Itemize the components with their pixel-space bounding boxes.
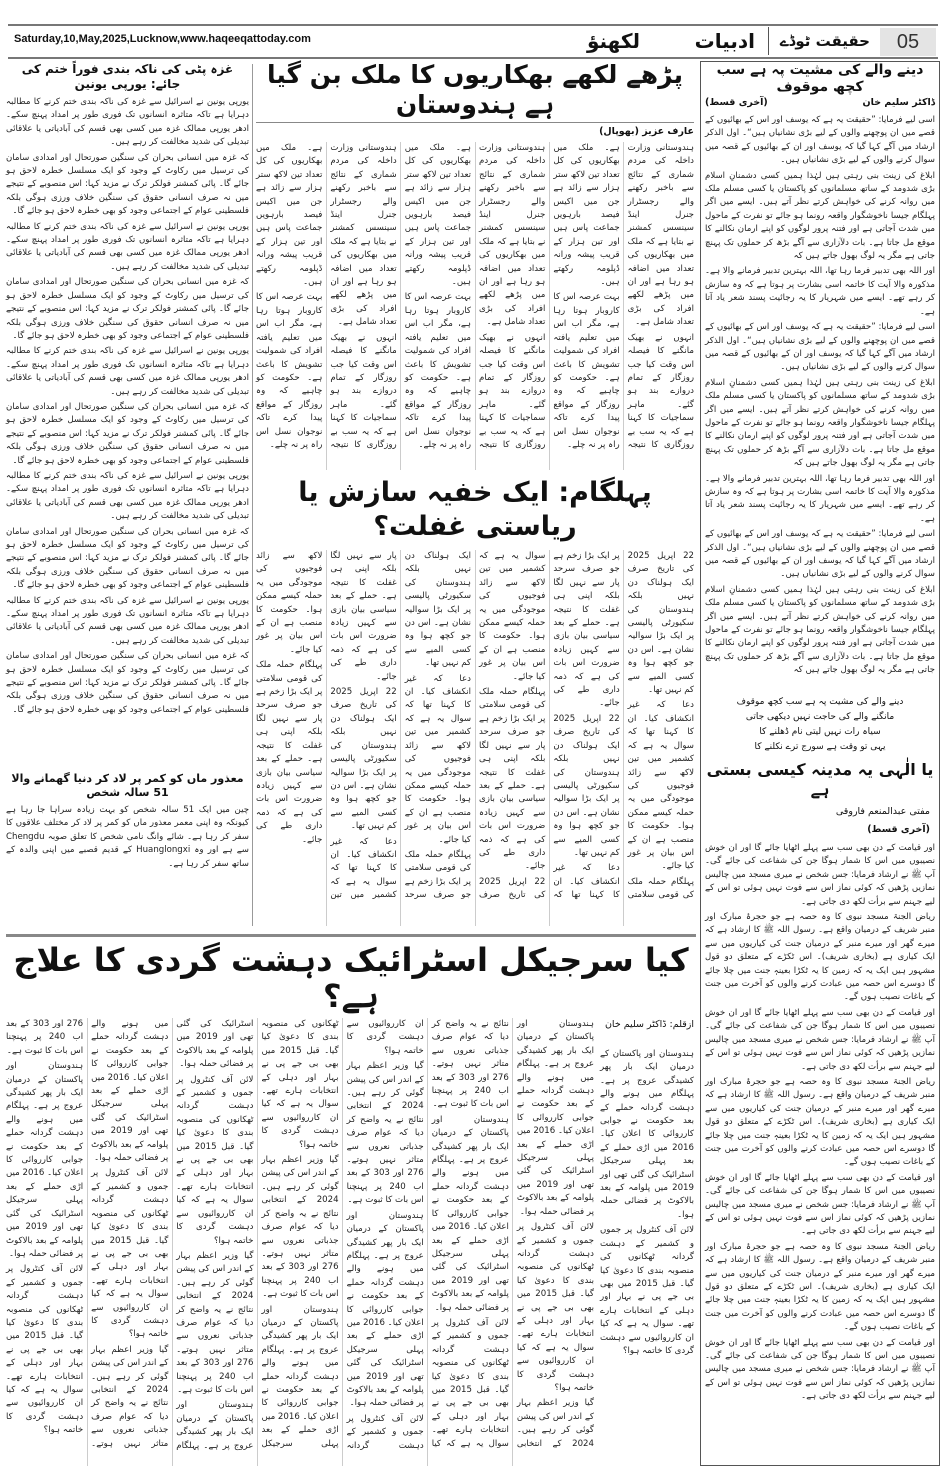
paragraph: اور اللہ بھی تدبیر فرما رہا تھا، اللہ بہترین تدبیر فرمانے والا ہے۔ مذکورہ والا آیت کا خاتمہ اسی بشارت پر ہوتا ہے کہ وہ سازش کر رہے تھے۔ ایسے میں شہریار کا یہ رجائیت پسند شعر یاد آتا ہے۔ [705,473,935,524]
bottom-story-headline: کیا سرجیکل اسٹرائیک دہشت گردی کا علاج ہے؟ [13,941,689,1015]
right-article-body-2 [705,842,935,1462]
paragraph: گیا وزیر اعظم بہار کے اندر اس کی پیشن گوئی کر رہے ہیں۔ 2024 کے انتخابی نتائج نے یہ واضح کر دیا کہ عوام صرف جذباتی نعروں سے متاثر نہیں ہوتے۔ 276 اور 303 کے بعد اب 240 پر پہنچنا اس بات کا ثبوت ہے۔ [431,1019,594,1449]
bottom-story-body [6,1018,594,1466]
paragraph: کہ غزہ میں انسانی بحران کی سنگین صورتحال اور امدادی سامان کی ترسیل میں رکاوٹ کے وجود کو ایک مسلسل خطرہ لاحق ہو جائے گا۔ پائی کمشنر فولکر ترک نے مزید کہا: اس منصوبے کے نتیجے میں نہ صرف انسانی حقوق کی سنگین خلاف ورزی ہوگی بلکہ فلسطینی عوام کے اجتماعی وجود کو بھی خطرہ لاحق ہو جائے گا۔ [6,152,249,217]
top-story-author: عارف عزیز (بھوپال) [599,126,694,137]
section-rule [6,934,696,937]
rule [256,122,694,123]
paragraph: 22 اپریل 2025 کی تاریخ صرف ایک ہولناک دن نہیں بلکہ ہندوستان کی سکیورٹی پالیسی پر ایک بڑا سوالیہ نشان ہے۔ اس دن جو کچھ ہوا وہ کسی المیے سے کم نہیں تھا۔ [404,551,546,901]
column-divider [252,64,253,926]
paragraph: اسی لیے فرمایا: ”حقیقت یہ ہے کہ یوسف اور اس کے بھائیوں کے قصے میں ان پوچھنے والوں کے لیے بڑی نشانیاں ہیں“۔ اول الذکر ارشاد میں آگے کہا گیا کہ یوسف اور ان کے بھائیوں کے قصہ میں سوال کرنے والوں کے لیے بڑی نشانیاں ہیں۔ [705,529,935,580]
paragraph: ہندوستان اور پاکستان کے درمیان ایک بار پھر کشیدگی عروج پر ہے۔ پہلگام میں ہونے والے دہشت گردانہ حملے کے بعد حکومت نے جوابی کارروائی کا اعلان کیا۔ 2016 میں اڑی حملے کے بعد پہلی سرجیکل اسٹرائیک کی گئی تھی اور 2019 میں پلوامہ کے بعد بالاکوٹ پر فضائی حملہ ہوا۔ [346,1210,424,1409]
paragraph: پہلگام حملہ ملک کی قومی سلامتی پر ایک بڑا زخم ہے جو صرف سرحد پار سے نہیں لگا بلکہ اپنی ہی غفلت کا نتیجہ ہے۔ حملے کے بعد سیاسی بیان بازی سے کہیں زیادہ ضرورت اس بات کی ہے کہ ذمہ داری طے کی جائے۔ [256,660,323,845]
paragraph: ہندوستانی وزارت داخلہ کی مردم شماری کے نتائج سے باخبر رکھنے والے رجسٹرار جنرل اینڈ سینسس کمشنر نے بتایا ہے کہ ملک میں بھکاریوں کی تعداد میں اضافہ ہو رہا ہے اور ان میں پڑھے لکھے افراد کی بڑی تعداد شامل ہے۔ [479,143,546,328]
date-line: Saturday,10,May,2025,Lucknow,www.haqeeqattoday.com [14,33,311,45]
paragraph: 22 اپریل 2025 کی تاریخ صرف ایک ہولناک دن نہیں بلکہ ہندوستان کی سکیورٹی پالیسی پر ایک بڑا سوالیہ نشان ہے۔ اس دن جو کچھ ہوا وہ کسی المیے سے کم نہیں تھا۔ [553,713,620,858]
paragraph: پہلگام حملہ ملک کی قومی سلامتی پر ایک بڑا زخم ہے جو صرف سرحد پار سے نہیں لگا بلکہ اپنی ہی غفلت کا نتیجہ ہے۔ حملے کے بعد سیاسی بیان بازی سے کہیں زیادہ ضرورت اس بات کی ہے کہ ذمہ داری طے کی جائے۔ [479,687,546,872]
paragraph: ابلاغ کی زینت بنی رہتی ہیں لہٰذا ہمیں کسی دشمنانِ اسلام بڑی شدومد کے ساتھ مسلمانوں کو پاکستان یا کسی مسلم ملک میں روانہ کرنے کی خواہش کرتے نظر آتے ہیں۔ ایسے میں اگر پہلگام جیسا ناخوشگوار واقعہ رونما ہو جائے تو نفرت کے ماحول میں شدت آجاتی ہے اور فتنہ پرور لوگوں کو اپنے ارمان نکالنے کا موقع مل جاتا ہے۔ بات دلآزاری سے آگے بڑھ کر حملوں تک پہنچ جاتی ہے مگر یہ لوگ بھول جاتے ہیں کہ [705,377,935,469]
paragraph: گیا وزیر اعظم بہار کے اندر اس کی پیشن گوئی کر رہے ہیں۔ 2024 کے انتخابی نتائج نے یہ واضح کر دیا کہ عوام صرف جذباتی نعروں سے متاثر نہیں ہوتے۔ 276 اور 303 کے بعد اب 240 پر پہنچنا اس بات کا ثبوت ہے۔ [6,1019,169,1449]
header-top-rule [8,24,938,26]
paragraph: ہندوستان اور پاکستان کے درمیان ایک بار پھر کشیدگی عروج پر ہے۔ پہلگام میں ہونے والے دہشت گردانہ حملے کے بعد حکومت نے جوابی کارروائی کا اعلان کیا۔ 2016 میں اڑی حملے کے بعد پہلی سرجیکل اسٹرائیک کی گئی تھی اور 2019 میں پلوامہ کے بعد بالاکوٹ پر فضائی حملہ ہوا۔ [600,1049,694,1220]
right-article-body [705,114,935,692]
second-story-headline: پہلگام: ایک خفیہ سازش یا ریاستی غفلت؟ [298,477,652,542]
paragraph: لائن آف کنٹرول پر جموں و کشمیر کے دہشت گردانہ ٹھکانوں کی منصوبہ بندی کا دعویٰ کیا گیا۔ قبل 2015 میں بھی بی جے پی نے بہار اور دہلی کے انتخابات ہارے تھے۔ سوال یہ ہے کہ کیا ان کارروائیوں سے دہشت گردی کا خاتمہ ہوا؟ [346,1019,509,1449]
paragraph: اور قیامت کے دن بھی سب سے پہلے اٹھایا جائے گا اور ان خوش نصیبوں میں اس کا شمار ہوگا جن کی شفاعت کی جائے گی۔ آپ ﷺ نے ارشاد فرمایا: جس شخص نے میری مسجد میں چالیس نمازیں پڑھیں کہ کوئی نماز اس سے فوت نہیں ہوئی تو اس کے لیے جہنم سے برأت لکھ دی جاتی ہے۔ [705,1337,935,1402]
paragraph: 22 اپریل 2025 کی تاریخ صرف ایک ہولناک دن نہیں بلکہ ہندوستان کی سکیورٹی پالیسی پر ایک بڑا سوالیہ نشان ہے۔ اس دن جو کچھ ہوا وہ کسی المیے سے کم نہیں تھا۔ [627,551,694,696]
paragraph: کہ غزہ میں انسانی بحران کی سنگین صورتحال اور امدادی سامان کی ترسیل میں رکاوٹ کے وجود کو ایک مسلسل خطرہ لاحق ہو جائے گا۔ پائی کمشنر فولکر ترک نے مزید کہا: اس منصوبے کے نتیجے میں نہ صرف انسانی حقوق کی سنگین خلاف ورزی ہوگی بلکہ فلسطینی عوام کے اجتماعی وجود کو بھی خطرہ لاحق ہو جائے گا۔ [6,651,249,715]
paragraph: ہندوستان اور پاکستان کے درمیان ایک بار پھر کشیدگی عروج پر ہے۔ پہلگام میں ہونے والے دہشت گردانہ حملے کے بعد حکومت نے جوابی کارروائی کا اعلان کیا۔ 2016 میں اڑی حملے کے بعد پہلی سرجیکل اسٹرائیک کی گئی تھی اور 2019 میں پلوامہ کے بعد بالاکوٹ پر فضائی حملہ ہوا۔ [176,1019,339,1449]
section-label: ادبیات [694,29,755,53]
top-story-headline: پڑھے لکھے بھکاریوں کا ملک بن گیا ہے ہندوستان [266,60,684,119]
paragraph: پہلگام حملہ ملک کی قومی سلامتی پر ایک بڑا زخم ہے جو صرف سرحد پار سے نہیں لگا بلکہ اپنی ہی غفلت کا نتیجہ ہے۔ حملے کے بعد سیاسی بیان بازی سے کہیں زیادہ ضرورت اس بات کی ہے کہ ذمہ داری طے کی جائے۔ [553,551,694,901]
left-article-body-2 [6,804,249,926]
paragraph: اسی لیے فرمایا: ”حقیقت یہ ہے کہ یوسف اور اس کے بھائیوں کے قصے میں ان پوچھنے والوں کے لیے بڑی نشانیاں ہیں“۔ اول الذکر ارشاد میں آگے کہا گیا کہ یوسف اور ان کے بھائیوں کے قصہ میں سوال کرنے والوں کے لیے بڑی نشانیاں ہیں۔ [705,115,935,166]
paragraph: انہوں نے بھیک مانگنے کا فیصلہ اس وقت کیا جب روزگار کے تمام دروازے بند ہو گئے۔ ماہر سماجیات کا کہنا ہے کہ یہ سب بے روزگاری کا نتیجہ ہے۔ ملک میں بھکاریوں کی کل تعداد تین لاکھ ستر ہزار سے زائد ہے جن میں اکیس فیصد بارہویں جماعت پاس ہیں اور تین ہزار کے قریب پیشہ ورانہ ڈپلومہ رکھتے ہیں۔ [256,143,397,450]
left-article-body [6,96,249,768]
paragraph: لائن آف کنٹرول پر جموں و کشمیر کے دہشت گردانہ ٹھکانوں کی منصوبہ بندی کا دعویٰ کیا گیا۔ قبل 2015 میں بھی بی جے پی نے بہار اور دہلی کے انتخابات ہارے تھے۔ سوال یہ ہے کہ کیا ان کارروائیوں سے دہشت گردی کا خاتمہ ہوا؟ [91,1168,169,1340]
paragraph: اور اللہ بھی تدبیر فرما رہا تھا، اللہ بہترین تدبیر فرمانے والا ہے۔ مذکورہ والا آیت کا خاتمہ اسی بشارت پر ہوتا ہے کہ وہ سازش کر رہے تھے۔ ایسے میں شہریار کا یہ رجائیت پسند شعر یاد آتا ہے۔ [705,266,935,317]
city-label: لکھنؤ [586,29,640,53]
paragraph: چین میں ایک 51 سالہ شخص کو بہت زیادہ سراہا جا رہا ہے کیونکہ وہ اپنی معمر معذور ماں کو کمر پر لاد کر مختلف علاقوں کا سفر کر رہا ہے۔ شائے وانگ نامی شخص کا تعلق صوبہ Chengdu سے ہے اور وہ Huanglongxi کے قدیم قصبے میں اپنی والدہ کے ساتھ سفر کر رہا ہے۔ [6,805,250,869]
paragraph: لائن آف کنٹرول پر جموں و کشمیر کے دہشت گردانہ ٹھکانوں کی منصوبہ بندی کا دعویٰ کیا گیا۔ قبل 2015 میں بھی بی جے پی نے بہار اور دہلی کے انتخابات ہارے تھے۔ سوال یہ ہے کہ کیا ان کارروائیوں سے دہشت گردی کا خاتمہ ہوا؟ [261,1019,424,1451]
paragraph: یورپی یونین نے اسرائیل سے غزہ کی ناکہ بندی ختم کرنے کا مطالبہ دہرایا ہے تاکہ متاثرہ انسانوں تک فوری طور پر امداد پہنچ سکے۔ ادھر یورپی ممالک غزہ میں کسی بھی قسم کی آبادیاتی یا علاقائی تبدیلی کی شدید مخالفت کر رہے ہیں۔ [6,595,249,646]
author-2: مفتی عبدالمنعم فاروقی [835,806,930,817]
left-headline-2: معذور ماں کو کمر پر لاد کر دنیا گھمانے والا 51 سالہ شخص [11,772,244,799]
paragraph: ہندوستان اور پاکستان کے درمیان ایک بار پھر کشیدگی عروج پر ہے۔ پہلگام میں ہونے والے دہشت گردانہ حملے کے بعد حکومت نے جوابی کارروائی کا اعلان کیا۔ 2016 میں اڑی حملے کے بعد پہلی سرجیکل اسٹرائیک کی گئی تھی اور 2019 میں پلوامہ کے بعد بالاکوٹ پر فضائی حملہ ہوا۔ [516,1019,594,1217]
left-headline: غزہ پٹی کی ناکہ بندی فوراً ختم کی جائے: یورپی یونین [21,62,234,91]
paragraph: انہوں نے بھیک مانگنے کا فیصلہ اس وقت کیا جب روزگار کے تمام دروازے بند ہو گئے۔ ماہر سماجیات کا کہنا ہے کہ یہ سب بے روزگاری کا نتیجہ ہے۔ ملک میں بھکاریوں کی کل تعداد تین لاکھ ستر ہزار سے زائد ہے جن میں اکیس فیصد بارہویں جماعت پاس ہیں اور تین ہزار کے قریب پیشہ ورانہ ڈپلومہ رکھتے ہیں۔ [404,143,546,450]
verse-line: سیاہ رات نہیں لیتی نام ڈھلنے کا [759,727,881,737]
paragraph: دعا کہ غیر انکشاف کیا۔ ان کا کہنا تھا کہ سوال یہ ہے کہ کشمیر میں تین لاکھ سے زائد فوجیوں کی موجودگی میں یہ حملہ کیسے ممکن ہوا۔ حکومت کا منصب ہے ان کے اس بیان پر غور کیا جائے۔ [256,551,397,901]
paragraph: کہ غزہ میں انسانی بحران کی سنگین صورتحال اور امدادی سامان کی ترسیل میں رکاوٹ کے وجود کو ایک مسلسل خطرہ لاحق ہو جائے گا۔ پائی کمشنر فولکر ترک نے مزید کہا: اس منصوبے کے نتیجے میں نہ صرف انسانی حقوق کی سنگین خلاف ورزی ہوگی بلکہ فلسطینی عوام کے اجتماعی وجود کو بھی خطرہ لاحق ہو جائے گا۔ [6,401,249,466]
paragraph: لائن آف کنٹرول پر جموں و کشمیر کے دہشت گردانہ ٹھکانوں کی منصوبہ بندی کا دعویٰ کیا گیا۔ قبل 2015 میں بھی بی جے پی نے بہار اور دہلی کے انتخابات ہارے تھے۔ سوال یہ ہے کہ کیا ان کارروائیوں سے دہشت گردی کا خاتمہ ہوا؟ [516,1222,594,1393]
paragraph: کہ غزہ میں انسانی بحران کی سنگین صورتحال اور امدادی سامان کی ترسیل میں رکاوٹ کے وجود کو ایک مسلسل خطرہ لاحق ہو جائے گا۔ پائی کمشنر فولکر ترک نے مزید کہا: اس منصوبے کے نتیجے میں نہ صرف انسانی حقوق کی سنگین خلاف ورزی ہوگی بلکہ فلسطینی عوام کے اجتماعی وجود کو بھی خطرہ لاحق ہو جائے گا۔ [6,277,249,341]
paragraph: کہ غزہ میں انسانی بحران کی سنگین صورتحال اور امدادی سامان کی ترسیل میں رکاوٹ کے وجود کو ایک مسلسل خطرہ لاحق ہو جائے گا۔ پائی کمشنر فولکر ترک نے مزید کہا: اس منصوبے کے نتیجے میں نہ صرف انسانی حقوق کی سنگین خلاف ورزی ہوگی بلکہ فلسطینی عوام کے اجتماعی وجود کو بھی خطرہ لاحق ہو جائے گا۔ [6,526,249,591]
header-bottom-rule [8,57,938,59]
paragraph: ابلاغ کی زینت بنی رہتی ہیں لہٰذا ہمیں کسی دشمنانِ اسلام بڑی شدومد کے ساتھ مسلمانوں کو پاکستان یا کسی مسلم ملک میں روانہ کرنے کی خواہش کرتے نظر آتے ہیں۔ ایسے میں اگر پہلگام جیسا ناخوشگوار واقعہ رونما ہو جائے تو نفرت کے ماحول میں شدت آجاتی ہے اور فتنہ پرور لوگوں کو اپنے ارمان نکالنے کا موقع مل جاتا ہے۔ بات دلآزاری سے آگے بڑھ کر حملوں تک پہنچ جاتی ہے مگر یہ لوگ بھول جاتے ہیں کہ [705,584,935,676]
top-story-body [256,142,694,470]
verse-line: مانگنے والے کی حاجت نہیں دیکھی جاتی [745,712,895,722]
paragraph: اور قیامت کے دن بھی سب سے پہلے اٹھایا جائے گا اور ان خوش نصیبوں میں اس کا شمار ہوگا جن کی شفاعت کی جائے گی۔ آپ ﷺ نے ارشاد فرمایا: جس شخص نے میری مسجد میں چالیس نمازیں پڑھیں کہ کوئی نماز اس سے فوت نہیں ہوئی تو اس کے لیے جہنم سے برأت لکھ دی جاتی ہے۔ [705,1172,935,1237]
paragraph: ہندوستان اور پاکستان کے درمیان ایک بار پھر کشیدگی عروج پر ہے۔ پہلگام میں ہونے والے دہشت گردانہ حملے کے بعد حکومت نے جوابی کارروائی کا اعلان کیا۔ 2016 میں اڑی حملے کے بعد پہلی سرجیکل اسٹرائیک کی گئی تھی اور 2019 میں پلوامہ کے بعد بالاکوٹ پر فضائی حملہ ہوا۔ [431,1114,509,1313]
verses [700,695,940,755]
paragraph: ہندوستان اور پاکستان کے درمیان ایک بار پھر کشیدگی عروج پر ہے۔ پہلگام میں ہونے والے دہشت گردانہ حملے کے بعد حکومت نے جوابی کارروائی کا اعلان کیا۔ 2016 میں اڑی حملے کے بعد پہلی سرجیکل اسٹرائیک کی گئی تھی اور 2019 میں پلوامہ کے بعد بالاکوٹ پر فضائی حملہ ہوا۔ [6,1061,84,1259]
paragraph: ریاض الجنۃ مسجد نبوی کا وہ حصہ ہے جو حجرۂ مبارک اور منبر شریف کے درمیان واقع ہے۔ رسول اللہ ﷺ کا ارشاد ہے کہ میرے گھر اور میرے منبر کے درمیان جنت کی کیاریوں میں سے ایک کیاری ہے (بخاری شریف)۔ اس ٹکڑے کے متعلق دو قول مشہور ہیں ایک یہ کہ زمین کا یہ ٹکڑا بعینہٖ جنت میں چلا جائے گا دوسرے اس حصہ میں عبادت کرنے والوں کو آخرت میں جنت کے باغات نصیب ہوں گے۔ [705,912,935,1003]
verse-line: یہی تو وقت ہے سورج ترے نکلنے کا [754,742,886,752]
paragraph: بہت عرصہ اس کا کاروبار ہوتا رہا ہے، مگر اب اس میں تعلیم یافتہ افراد کی شمولیت تشویش کا باعث ہے۔ حکومت کو چاہیے کہ وہ روزگار کے مواقع پیدا کرے تاکہ نوجوان نسل اس راہ پر نہ چلے۔ [404,292,472,450]
paragraph: یورپی یونین نے اسرائیل سے غزہ کی ناکہ بندی ختم کرنے کا مطالبہ دہرایا ہے تاکہ متاثرہ انسانوں تک فوری طور پر امداد پہنچ سکے۔ ادھر یورپی ممالک غزہ میں کسی بھی قسم کی آبادیاتی یا علاقائی تبدیلی کی شدید مخالفت کر رہے ہیں۔ [6,470,249,522]
paragraph: ابلاغ کی زینت بنی رہتی ہیں لہٰذا ہمیں کسی دشمنانِ اسلام بڑی شدومد کے ساتھ مسلمانوں کو پاکستان یا کسی مسلم ملک میں روانہ کرنے کی خواہش کرتے نظر آتے ہیں۔ ایسے میں اگر پہلگام جیسا ناخوشگوار واقعہ رونما ہو جائے تو نفرت کے ماحول میں شدت آجاتی ہے اور فتنہ پرور لوگوں کو اپنے ارمان نکالنے کا موقع مل جاتا ہے۔ بات دلآزاری سے آگے بڑھ کر حملوں تک پہنچ جاتی ہے مگر یہ لوگ بھول جاتے ہیں کہ [705,170,935,262]
paragraph: لائن آف کنٹرول پر جموں و کشمیر کے دہشت گردانہ ٹھکانوں کی منصوبہ بندی کا دعویٰ کیا گیا۔ قبل 2015 میں بھی بی جے پی نے بہار اور دہلی کے انتخابات ہارے تھے۔ سوال یہ ہے کہ کیا ان کارروائیوں سے دہشت گردی کا خاتمہ ہوا؟ [176,1074,254,1246]
right-headline: دینے والے کی مشیت پہ ہے سب کچھ موقوف [716,62,924,95]
page-number: 05 [880,28,936,56]
paragraph: گیا وزیر اعظم بہار کے اندر اس کی پیشن گوئی کر رہے ہیں۔ 2024 کے انتخابی نتائج نے یہ واضح کر دیا کہ عوام صرف جذباتی نعروں سے متاثر نہیں ہوتے۔ 276 اور 303 کے بعد اب 240 پر پہنچنا اس بات کا ثبوت ہے۔ [346,1061,424,1206]
paragraph: ہندوستان اور پاکستان کے درمیان ایک بار پھر کشیدگی عروج پر ہے۔ پہلگام میں ہونے والے دہشت گردانہ حملے کے بعد حکومت نے جوابی کارروائی کا اعلان کیا۔ 2016 میں اڑی حملے کے بعد پہلی سرجیکل اسٹرائیک کی گئی تھی اور 2019 میں پلوامہ کے بعد بالاکوٹ پر فضائی حملہ ہوا۔ [91,1019,254,1451]
paragraph: انہوں نے بھیک مانگنے کا فیصلہ اس وقت کیا جب روزگار کے تمام دروازے بند ہو گئے۔ ماہر سماجیات کا کہنا ہے کہ یہ سب بے روزگاری کا نتیجہ ہے۔ ملک میں بھکاریوں کی کل تعداد تین لاکھ ستر ہزار سے زائد ہے جن میں اکیس فیصد بارہویں جماعت پاس ہیں اور تین ہزار کے قریب پیشہ ورانہ ڈپلومہ رکھتے ہیں۔ [553,143,694,450]
paragraph: دعا کہ غیر انکشاف کیا۔ ان کا کہنا تھا کہ سوال یہ ہے کہ کشمیر میں تین لاکھ سے زائد فوجیوں کی موجودگی میں یہ حملہ کیسے ممکن ہوا۔ حکومت کا منصب ہے ان کے اس بیان پر غور کیا جائے۔ [404,673,472,845]
paragraph: گیا وزیر اعظم بہار کے اندر اس کی پیشن گوئی کر رہے ہیں۔ 2024 کے انتخابی نتائج نے یہ واضح کر دیا کہ عوام صرف جذباتی نعروں سے متاثر نہیں ہوتے۔ 276 اور 303 کے بعد اب 240 پر پہنچنا اس بات کا ثبوت ہے۔ [261,1155,339,1300]
paragraph: یورپی یونین نے اسرائیل سے غزہ کی ناکہ بندی ختم کرنے کا مطالبہ دہرایا ہے تاکہ متاثرہ انسانوں تک فوری طور پر امداد پہنچ سکے۔ ادھر یورپی ممالک غزہ میں کسی بھی قسم کی آبادیاتی یا علاقائی تبدیلی کی شدید مخالفت کر رہے ہیں۔ [6,97,249,148]
second-story-body [256,550,694,926]
paragraph: یورپی یونین نے اسرائیل سے غزہ کی ناکہ بندی ختم کرنے کا مطالبہ دہرایا ہے تاکہ متاثرہ انسانوں تک فوری طور پر امداد پہنچ سکے۔ ادھر یورپی ممالک غزہ میں کسی بھی قسم کی آبادیاتی یا علاقائی تبدیلی کی شدید مخالفت کر رہے ہیں۔ [6,346,249,397]
paragraph: دعا کہ غیر انکشاف کیا۔ ان کا کہنا تھا کہ سوال یہ ہے کہ کشمیر میں تین لاکھ سے زائد فوجیوں کی موجودگی میں یہ حملہ کیسے ممکن ہوا۔ حکومت کا منصب ہے ان کے اس بیان پر غور کیا جائے۔ [627,700,694,872]
installment: (آخری قسط) [705,97,768,108]
bottom-story-body-col [600,1048,694,1466]
paragraph: ہندوستانی وزارت داخلہ کی مردم شماری کے نتائج سے باخبر رکھنے والے رجسٹرار جنرل اینڈ سینسس کمشنر نے بتایا ہے کہ ملک میں بھکاریوں کی تعداد میں اضافہ ہو رہا ہے اور ان میں پڑھے لکھے افراد کی بڑی تعداد شامل ہے۔ [330,143,397,328]
paragraph: پہلگام حملہ ملک کی قومی سلامتی پر ایک بڑا زخم ہے جو صرف سرحد پار سے نہیں لگا بلکہ اپنی ہی غفلت کا نتیجہ ہے۔ حملے کے بعد سیاسی بیان بازی سے کہیں زیادہ ضرورت اس بات کی ہے کہ ذمہ داری طے کی جائے۔ [330,551,472,901]
bottom-story-author: ازقلم: ڈاکٹر سلیم خان [604,1019,694,1030]
paragraph: ریاض الجنۃ مسجد نبوی کا وہ حصہ ہے جو حجرۂ مبارک اور منبر شریف کے درمیان واقع ہے۔ رسول اللہ ﷺ کا ارشاد ہے کہ میرے گھر اور میرے منبر کے درمیان جنت کی کیاریوں میں سے ایک کیاری ہے (بخاری شریف)۔ اس ٹکڑے کے متعلق دو قول مشہور ہیں ایک یہ کہ زمین کا یہ ٹکڑا بعینہٖ جنت میں چلا جائے گا دوسرے اس حصہ میں عبادت کرنے والوں کو آخرت میں جنت کے باغات نصیب ہوں گے۔ [705,1076,935,1168]
newspaper-logo: حقیقت ٹوڈے [779,32,870,50]
paragraph: 22 اپریل 2025 کی تاریخ صرف ایک ہولناک دن نہیں بلکہ ہندوستان کی سکیورٹی پالیسی پر ایک بڑا سوالیہ نشان ہے۔ اس دن جو کچھ ہوا وہ کسی المیے سے کم نہیں تھا۔ [330,687,397,832]
header-divider [768,27,769,55]
installment-2: (آخری قسط) [867,824,930,835]
paragraph: لائن آف کنٹرول پر جموں و کشمیر کے دہشت گردانہ ٹھکانوں کی منصوبہ بندی کا دعویٰ کیا گیا۔ قبل 2015 میں بھی بی جے پی نے بہار اور دہلی کے انتخابات ہارے تھے۔ سوال یہ ہے کہ کیا ان کارروائیوں سے دہشت گردی کا خاتمہ ہوا؟ [6,1264,84,1436]
verse-line: دینے والے کی مشیت پہ ہے سب کچھ موقوف [736,697,904,707]
author: ڈاکٹر سلیم خان [862,97,935,108]
paragraph: اور قیامت کے دن بھی سب سے پہلے اٹھایا جائے گا اور ان خوش نصیبوں میں اس کا شمار ہوگا جن کی شفاعت کی جائے گی۔ آپ ﷺ نے ارشاد فرمایا: جس شخص نے میری مسجد میں چالیس نمازیں پڑھیں کہ کوئی نماز اس سے فوت نہیں ہوئی تو اس کے لیے جہنم سے برأت لکھ دی جاتی ہے۔ [705,843,935,907]
paragraph: ہندوستانی وزارت داخلہ کی مردم شماری کے نتائج سے باخبر رکھنے والے رجسٹرار جنرل اینڈ سینسس کمشنر نے بتایا ہے کہ ملک میں بھکاریوں کی تعداد میں اضافہ ہو رہا ہے اور ان میں پڑھے لکھے افراد کی بڑی تعداد شامل ہے۔ [627,143,694,328]
paragraph: ریاض الجنۃ مسجد نبوی کا وہ حصہ ہے جو حجرۂ مبارک اور منبر شریف کے درمیان واقع ہے۔ رسول اللہ ﷺ کا ارشاد ہے کہ میرے گھر اور میرے منبر کے درمیان جنت کی کیاریوں میں سے ایک کیاری ہے (بخاری شریف)۔ اس ٹکڑے کے متعلق دو قول مشہور ہیں ایک یہ کہ زمین کا یہ ٹکڑا بعینہٖ جنت میں چلا جائے گا دوسرے اس حصہ میں عبادت کرنے والوں کو آخرت میں جنت کے باغات نصیب ہوں گے۔ [705,1241,935,1333]
paragraph: دعا کہ غیر انکشاف کیا۔ ان کا کہنا تھا کہ سوال یہ ہے کہ کشمیر میں تین لاکھ سے زائد فوجیوں کی موجودگی میں یہ حملہ کیسے ممکن ہوا۔ حکومت کا منصب ہے ان کے اس بیان پر غور کیا جائے۔ [479,551,620,901]
paragraph: گیا وزیر اعظم بہار کے اندر اس کی پیشن گوئی کر رہے ہیں۔ 2024 کے انتخابی نتائج نے یہ واضح کر دیا کہ عوام صرف جذباتی نعروں سے متاثر نہیں ہوتے۔ 276 اور 303 کے بعد اب 240 پر پہنچنا اس بات کا ثبوت ہے۔ [176,1250,254,1395]
paragraph: بہت عرصہ اس کا کاروبار ہوتا رہا ہے، مگر اب اس میں تعلیم یافتہ افراد کی شمولیت تشویش کا باعث ہے۔ حکومت کو چاہیے کہ وہ روزگار کے مواقع پیدا کرے تاکہ نوجوان نسل اس راہ پر نہ چلے۔ [553,292,620,450]
right-headline-2: یا الٰہی یہ مدینہ کیسی بستی ہے [706,760,934,799]
paragraph: لائن آف کنٹرول پر جموں و کشمیر کے دہشت گردانہ ٹھکانوں کی منصوبہ بندی کا دعویٰ کیا گیا۔ قبل 2015 میں بھی بی جے پی نے بہار اور دہلی کے انتخابات ہارے تھے۔ سوال یہ ہے کہ کیا ان کارروائیوں سے دہشت گردی کا خاتمہ ہوا؟ [600,1225,695,1356]
paragraph: اور قیامت کے دن بھی سب سے پہلے اٹھایا جائے گا اور ان خوش نصیبوں میں اس کا شمار ہوگا جن کی شفاعت کی جائے گی۔ آپ ﷺ نے ارشاد فرمایا: جس شخص نے میری مسجد میں چالیس نمازیں پڑھیں کہ کوئی نماز اس سے فوت نہیں ہوئی تو اس کے لیے جہنم سے برأت لکھ دی جاتی ہے۔ [705,1007,935,1072]
right-byline [705,97,935,108]
paragraph: بہت عرصہ اس کا کاروبار ہوتا رہا ہے، مگر اب اس میں تعلیم یافتہ افراد کی شمولیت تشویش کا باعث ہے۔ حکومت کو چاہیے کہ وہ روزگار کے مواقع پیدا کرے تاکہ نوجوان نسل اس راہ پر نہ چلے۔ [256,292,323,450]
paragraph: اسی لیے فرمایا: ”حقیقت یہ ہے کہ یوسف اور اس کے بھائیوں کے قصے میں ان پوچھنے والوں کے لیے بڑی نشانیاں ہیں“۔ اول الذکر ارشاد میں آگے کہا گیا کہ یوسف اور ان کے بھائیوں کے قصہ میں سوال کرنے والوں کے لیے بڑی نشانیاں ہیں۔ [705,322,935,373]
paragraph: یورپی یونین نے اسرائیل سے غزہ کی ناکہ بندی ختم کرنے کا مطالبہ دہرایا ہے تاکہ متاثرہ انسانوں تک فوری طور پر امداد پہنچ سکے۔ ادھر یورپی ممالک غزہ میں کسی بھی قسم کی آبادیاتی یا علاقائی تبدیلی کی شدید مخالفت کر رہے ہیں۔ [6,221,249,272]
